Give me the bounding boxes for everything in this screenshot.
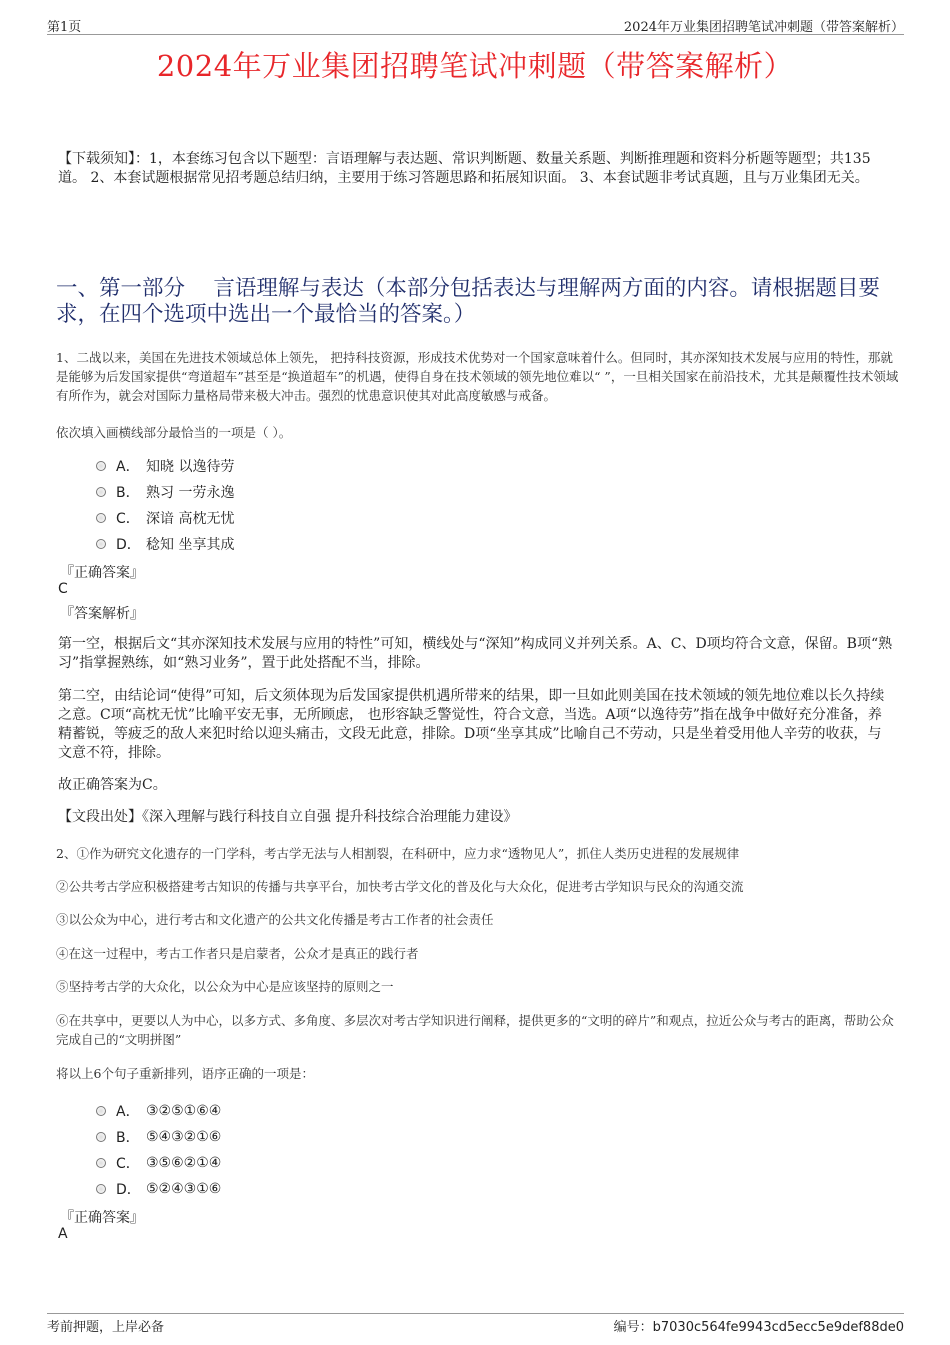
- answer-value: C: [58, 581, 68, 597]
- question-2-sentence-3: ③以公众为中心，进行考古和文化遗产的公共文化传播是考古工作者的社会责任: [56, 912, 494, 927]
- radio-icon[interactable]: [96, 1158, 106, 1168]
- option-text: ③②⑤①⑥④: [146, 1103, 222, 1119]
- analysis-conclusion: 故正确答案为C。: [58, 777, 167, 793]
- question-1-prompt: 依次填入画横线部分最恰当的一项是（ ）。: [56, 425, 292, 440]
- option-text: ③⑤⑥②①④: [146, 1155, 222, 1171]
- answer-label: 『正确答案』: [60, 1210, 144, 1226]
- option-a[interactable]: A． 知晓 以逸待劳: [96, 453, 234, 479]
- question-1-stem: 1、二战以来，美国在先进技术领域总体上领先， 把持科技资源，形成技术优势对一个国家意味着什么。但同时，其亦深知技术发展与应用的特性，那就是能够为后发国家提供“弯道超车”甚至是“换道超车”的机遇，使得自身在技术领域的领先地位难以“ ”，一旦相关国家在前沿技术，尤其是颠覆性技术领域有所作为，就会对国际力量格局带来极大冲击。强烈的忧患意识使其对此高度敏感与戒备。: [56, 350, 899, 403]
- option-b[interactable]: B． 熟习 一劳永逸: [96, 479, 234, 505]
- question-2-sentence-1: 2、①作为研究文化遗存的一门学科，考古学无法与人相割裂，在科研中，应力求“透物见人”，抓住人类历史进程的发展规律: [56, 846, 740, 861]
- radio-icon[interactable]: [96, 513, 106, 523]
- analysis-paragraph-1: 第一空，根据后文“其亦深知技术发展与应用的特性”可知，横线处与“深知”构成同义并列关系。A、C、D项均符合文意，保留。B项“熟习”指掌握熟练，如“熟习业务”，置于此处搭配不当，排除。: [58, 636, 893, 671]
- document-code-value: b7030c564fe9943cd5ecc5e9def88de0: [652, 1320, 904, 1335]
- question-2-sentence-2: ②公共考古学应积极搭建考古知识的传播与共享平台，加快考古学文化的普及化与大众化，促进考古学知识与民众的沟通交流: [56, 879, 744, 894]
- header-doc-title: 2024年万业集团招聘笔试冲刺题（带答案解析）: [623, 20, 904, 35]
- option-c[interactable]: C． ③⑤⑥②①④: [96, 1150, 221, 1176]
- document-code: [614, 1316, 904, 1335]
- footer-slogan: 考前押题，上岸必备: [47, 1320, 165, 1335]
- question-2-sentence-5: ⑤坚持考古学的大众化，以公众为中心是应该坚持的原则之一: [56, 979, 394, 994]
- document-code-label: 编号：: [613, 1320, 653, 1335]
- question-2-prompt: 将以上6个句子重新排列，语序正确的一项是：: [56, 1066, 314, 1081]
- option-d[interactable]: D． ⑤②④③①⑥: [96, 1176, 221, 1202]
- answer-label: 『正确答案』: [60, 565, 144, 581]
- option-a[interactable]: A． ③②⑤①⑥④: [96, 1098, 221, 1124]
- source-citation: 【文段出处】《深入理解与践行科技自立自强 提升科技综合治理能力建设》: [58, 809, 518, 825]
- radio-icon[interactable]: [96, 539, 106, 549]
- option-text: 知晓 以逸待劳: [146, 459, 235, 475]
- option-text: 稔知 坐享其成: [146, 537, 235, 553]
- question-2-sentence-4: ④在这一过程中，考古工作者只是启蒙者，公众才是真正的践行者: [56, 946, 419, 961]
- answer-value: A: [58, 1226, 68, 1242]
- analysis-paragraph-2: 第二空，由结论词“使得”可知，后文须体现为后发国家提供机遇所带来的结果，即一旦如此则美国在技术领域的领先地位难以长久持续之意。C项“高枕无忧”比喻平安无事，无所顾虑， 也形容缺乏警觉性，符合文意，当选。A项“以逸待劳”指在战争中做好充分准备，养精蓄锐，等疲乏的敌人来犯时给以迎头痛击，文段无此意，排除。D项“坐享其成”比喻自己不劳动，只是坐着受用他人辛劳的收获，与文意不符，排除。: [58, 688, 885, 761]
- option-text: 熟习 一劳永逸: [146, 485, 235, 501]
- page-number: 第1页: [47, 20, 82, 35]
- option-c[interactable]: C． 深谙 高枕无忧: [96, 505, 234, 531]
- analysis-label: 『答案解析』: [60, 606, 144, 622]
- option-b[interactable]: B． ⑤④③②①⑥: [96, 1124, 221, 1150]
- question-2-options: [96, 1098, 221, 1202]
- option-text: ⑤②④③①⑥: [146, 1181, 222, 1197]
- option-d[interactable]: D． 稔知 坐享其成: [96, 531, 234, 557]
- document-title: 2024年万业集团招聘笔试冲刺题（带答案解析）: [156, 49, 794, 83]
- question-2-sentence-6: ⑥在共享中，更要以人为中心，以多方式、多角度、多层次对考古学知识进行阐释，提供更多的“文明的碎片”和观点，拉近公众与考古的距离，帮助公众完成自己的“文明拼图”: [56, 1013, 894, 1047]
- radio-icon[interactable]: [96, 487, 106, 497]
- download-notice: 【下载须知】：1，本套练习包含以下题型：言语理解与表达题、常识判断题、数量关系题、判断推理题和资料分析题等题型；共135道。 2、本套试题根据常见招考题总结归纳，主要用于练习答题思路和拓展知识面。 3、本套试题非考试真题，且与万业集团无关。: [58, 151, 871, 186]
- radio-icon[interactable]: [96, 1184, 106, 1194]
- page-header: [47, 14, 904, 35]
- page-footer: [47, 1313, 904, 1334]
- radio-icon[interactable]: [96, 1132, 106, 1142]
- option-text: 深谙 高枕无忧: [146, 511, 235, 527]
- radio-icon[interactable]: [96, 461, 106, 471]
- question-1-options: [96, 453, 234, 557]
- option-text: ⑤④③②①⑥: [146, 1129, 222, 1145]
- radio-icon[interactable]: [96, 1106, 106, 1116]
- section-heading: 一、第一部分 言语理解与表达（本部分包括表达与理解两方面的内容。请根据题目要求，在四个选项中选出一个最恰当的答案。）: [56, 276, 880, 327]
